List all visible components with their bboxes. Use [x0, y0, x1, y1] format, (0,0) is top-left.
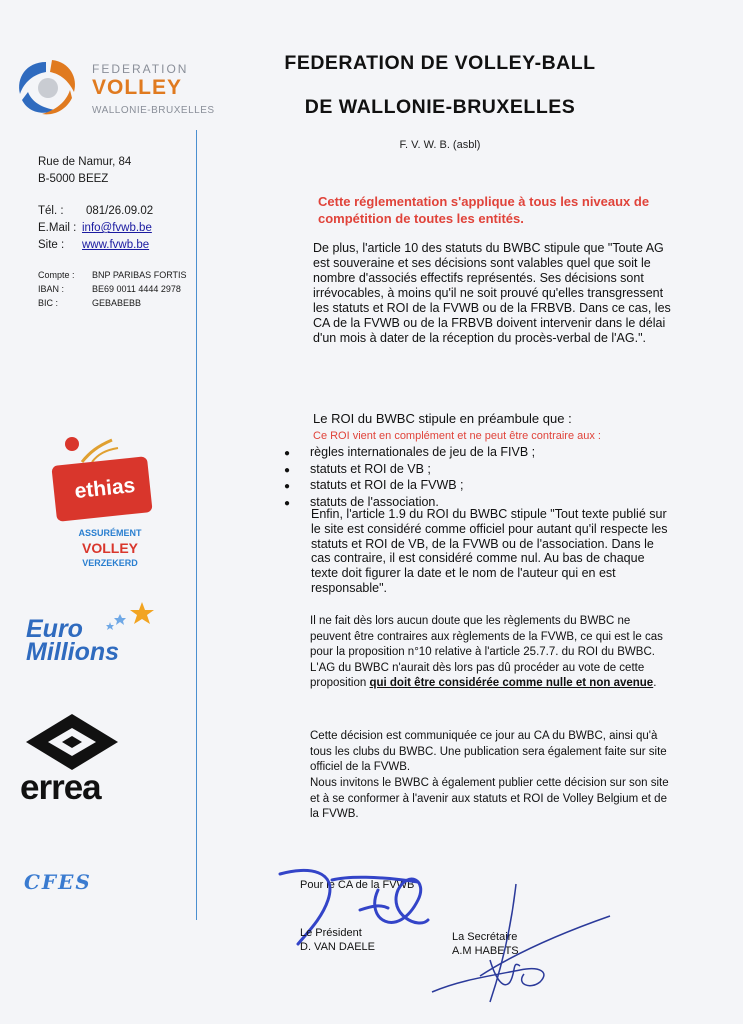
ethias-text: ethias — [73, 473, 137, 504]
compte-value: BNP PARIBAS FORTIS — [92, 270, 187, 280]
president-block — [300, 926, 375, 954]
paragraph-article-10: De plus, l'article 10 des statuts du BWBC stipule que "Toute AG est souveraine et ses décisions sont valables quel que soit le nombre d'associés effectifs représentés. Ses décisions sont irrévocables, à moins qu'il ne soit prouvé qu'elles transgressent les statuts et ROI de la FVWB ou de la FRBVB. Dans ce cas, les CA de la FVWB ou de la FRBVB doivent intervenir dans le délai d'un mois à dater de la réception du procès-verbal de l'AG.". — [313, 241, 671, 345]
euromillions-line2: Millions — [26, 638, 120, 666]
president-title: Le Président — [300, 927, 362, 939]
conclusion-text: Il ne fait dès lors aucun doute que les règlements du BWBC ne peuvent être contraires aux règlements de la FVWB, ce qui est le cas pour la proposition n°10 relative à l'article 25.7.7. du ROI du BWBC. L'AG du BWBC n'aurait dès lors pas dû procéder au vote de cette proposition — [310, 615, 663, 689]
ethias-slogan-2: VOLLEY — [81, 540, 138, 556]
site-link[interactable]: www.fvwb.be — [82, 239, 150, 251]
ethias-slogan-1: ASSURÉMENT — [78, 528, 142, 538]
logo-federation-text: FEDERATION — [92, 62, 189, 76]
address-street: Rue de Namur, 84 — [38, 156, 132, 168]
roi-red-note: Ce ROI vient en complément et ne peut être contraire aux : — [313, 430, 601, 442]
email-label: E.Mail : — [38, 222, 77, 234]
paragraph-invitation: Nous invitons le BWBC à également publier cette décision sur son site et à se conformer à l'avenir aux statuts et ROI de Volley Belgium et de la FVWB. — [310, 777, 669, 820]
bullet-list — [284, 445, 535, 511]
bic-label: BIC : — [38, 298, 59, 308]
bank-block — [38, 268, 187, 310]
logo-volley-text: VOLLEY — [92, 76, 183, 99]
conclusion-emphasis: qui doit être considérée comme nulle et non avenue — [369, 677, 654, 689]
paragraph-article-1-9: Enfin, l'article 1.9 du ROI du BWBC stipule "Tout texte publié sur le site est considéré comme officiel pour autant qu'il respecte les statuts et ROI de VB, de la FVWB ou de l'association. Dans le cas contraire, il est considéré comme nul. Au bas de chaque texte doit figurer la date et le nom de l'auteur qui en est responsable". — [311, 507, 668, 595]
stars-icon — [104, 600, 156, 630]
secretaire-title: La Secrétaire — [452, 931, 518, 943]
signature-heading: Pour le CA de la FVWB — [300, 879, 415, 891]
email-link[interactable]: info@fvwb.be — [82, 222, 152, 234]
iban-label: IBAN : — [38, 284, 65, 294]
euromillions-line1: Euro — [26, 615, 83, 643]
logo-region-text: WALLONIE-BRUXELLES — [92, 105, 215, 116]
iban-value: BE69 0011 4444 2978 — [92, 284, 181, 294]
tel-value: 081/26.09.02 — [86, 205, 154, 217]
list-item-text: statuts de l'association. — [310, 494, 439, 509]
secretaire-name: A.M HABETS — [452, 945, 519, 957]
sidebar-divider — [196, 130, 197, 920]
list-item: ● statuts et ROI de la FVWB ; — [284, 478, 464, 492]
ethias-slogan-3: VERZEKERD — [82, 558, 138, 568]
list-item-text: statuts et ROI de VB ; — [310, 461, 431, 476]
intro-notice: Cette réglementation s'applique à tous les niveaux de compétition de toutes les entités. — [318, 194, 650, 226]
tel-label: Tél. : — [38, 205, 64, 217]
list-item-text: statuts et ROI de la FVWB ; — [310, 478, 464, 492]
title-line-1: FEDERATION DE VOLLEY-BALL — [284, 52, 596, 74]
list-item: ● statuts et ROI de VB ; — [284, 461, 431, 476]
conclusion-end: . — [653, 677, 657, 689]
contact-block — [38, 203, 153, 254]
title-line-2: DE WALLONIE-BRUXELLES — [304, 96, 576, 118]
list-item: ● statuts de l'association. — [284, 494, 439, 509]
list-item-text: règles internationales de jeu de la FIVB ; — [310, 445, 536, 459]
list-item: ● règles internationales de jeu de la FIVB ; — [284, 445, 536, 459]
address — [38, 154, 131, 188]
cfes-logo: CFES — [24, 870, 92, 894]
address-city: B-5000 BEEZ — [38, 173, 109, 185]
paragraph-communication: Cette décision est communiquée ce jour au CA du BWBC, ainsi qu'à tous les clubs du BWBC. Une publication sera également faite sur site officiel de la FVWB. — [310, 730, 667, 773]
paragraph-conclusion — [310, 614, 670, 692]
errea-logo-icon — [24, 712, 120, 772]
subtitle: F. V. W. B. (asbl) — [399, 139, 481, 151]
bic-value: GEBABEBB — [92, 298, 142, 308]
errea-text: errea — [20, 768, 101, 807]
roi-intro: Le ROI du BWBC stipule en préambule que : — [313, 411, 572, 426]
site-label: Site : — [38, 239, 65, 251]
compte-label: Compte : — [38, 270, 75, 280]
secretaire-signature-icon — [420, 880, 620, 1010]
president-name: D. VAN DAELE — [300, 941, 375, 953]
volley-logo-icon — [12, 56, 80, 116]
